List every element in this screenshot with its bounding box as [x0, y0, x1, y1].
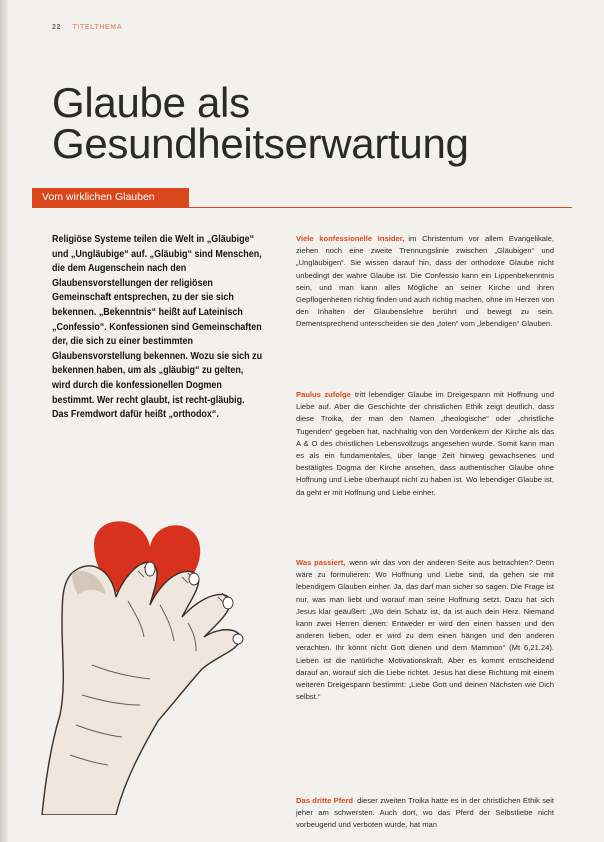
page-edge-shadow — [0, 0, 8, 842]
hand-shape — [42, 562, 240, 815]
paragraph-lead: Was passiert, — [296, 558, 346, 567]
body-paragraph-4 — [296, 795, 554, 832]
section-banner — [32, 188, 572, 208]
body-paragraph-1 — [296, 233, 554, 331]
page-number: 22 — [52, 24, 61, 31]
paragraph-text: wenn wir das von der anderen Seite aus betrachten? Denn wäre zu formulieren: Wo Hoffnung und Liebe sind, da gehen sie mit lebendigem Glauben einher. Ja, das darf man sicher so sagen. Die Frage ist nur, was man liebt und worauf man seine Hoffnung setzt. Dazu hat sich Jesus klar geäußert: „Wo dein Schatz ist, da ist auch dein Herz. Niemand kann zwei Herren dienen: Entweder er wird den einen hassen und den anderen lieben, oder er wird zu dem einen hängen und den anderen verachten. Ihr könnt nicht Gott dienen und dem Mammon“ (Mt 6,21.24). Lieben ist die natürliche Motivationskraft. Aber es kommt entscheidend darauf an, worauf sich die Liebe richtet. Jesus hat diese Richtung mit einem weiteren Dreigespann bestimmt: „Liebe Gott und deinen Nächsten wie Dich selbst.“ — [296, 558, 554, 702]
paragraph-text: dieser zweiten Troika hatte es in der christlichen Ethik seit jeher am schwersten. Auch dort, wo das Pferd der Selbstliebe nicht vorbeugend und verboten wurde, hat man — [296, 796, 555, 830]
paragraph-lead: Das dritte Pferd — [296, 796, 354, 805]
paragraph-lead: Viele konfessionelle Insider, — [296, 234, 405, 243]
section-banner-label: Vom wirklichen Glauben — [32, 188, 189, 207]
paragraph-lead: Paulus zufolge — [296, 390, 351, 399]
section-label: TITELTHEMA — [72, 24, 123, 31]
intro-paragraph: Religiöse Systeme teilen die Welt in „Gläubige“ und „Ungläubige“ auf. „Gläubig“ sind Menschen, die dem Augenschein nach den Glaubensvorstellungen der religiösen Gemeinschaft entsprechen, zu der sie sich bekennen. „Bekenntnis“ heißt auf Lateinisch „Confessio“. Konfessionen sind Gemeinschaften der, die sich zu einer bestimmten Glaubensvorstellung bekennen. Wozu sie sich zu bekennen haben, um als „gläubig“ zu gelten, wird durch die konfessionellen Dogmen bestimmt. Wer recht glaubt, ist recht-gläubig. Das Fremdwort dafür heißt „orthodox“. — [52, 234, 263, 421]
paragraph-text: tritt lebendiger Glaube im Dreigespann mit Hoffnung und Liebe auf. Aber die Geschichte der christlichen Ethik zeigt deutlich, dass diese Troika, der man den Namen „theologische“ oder „christliche Tugenden“ gegeben hat, nachhaltig von den Vordenkern der Kirche als das A & O des christlichen Lebensvollzugs angesehen wurde. Somit kann man es als ein fundamentales, über lange Zeit hinweg gewachsenes und bestätigtes Dogma der Kirche ansehen, dass authentischer Glaube ohne Hoffnung und Liebe überhaupt nicht zu haben ist. Wo lebendiger Glaube ist, da geht er mit Hoffnung und Liebe einher. — [296, 390, 554, 497]
body-paragraph-3 — [296, 557, 554, 703]
paragraph-text: im Christentum vor allem Evangelikale, ziehen noch eine zweite Trennungslinie zwischen „Gläubigen“ und „Ungläubigen“. Sie wissen darauf hin, dass der orthodoxe Glaube nicht unbedingt der wahre Glaube ist. Die Confessio kann ein Lippenbekenntnis sein, und man kann alles Mögliche an seiner Kirche und ihren Gepflogenheiten richtig finden und auch richtig machen, ohne im Herzen von den Inhalten der Glaubenslehre berührt und bewegt zu sein. Dementsprechend unterscheiden sie den „toten“ vom „lebendigen“ Glauben. — [296, 234, 554, 329]
body-paragraph-2 — [296, 389, 554, 499]
running-head — [52, 24, 122, 31]
article-title: Glaube als Gesundheitserwartung — [52, 79, 469, 167]
hand-heart-illustration — [32, 505, 284, 815]
